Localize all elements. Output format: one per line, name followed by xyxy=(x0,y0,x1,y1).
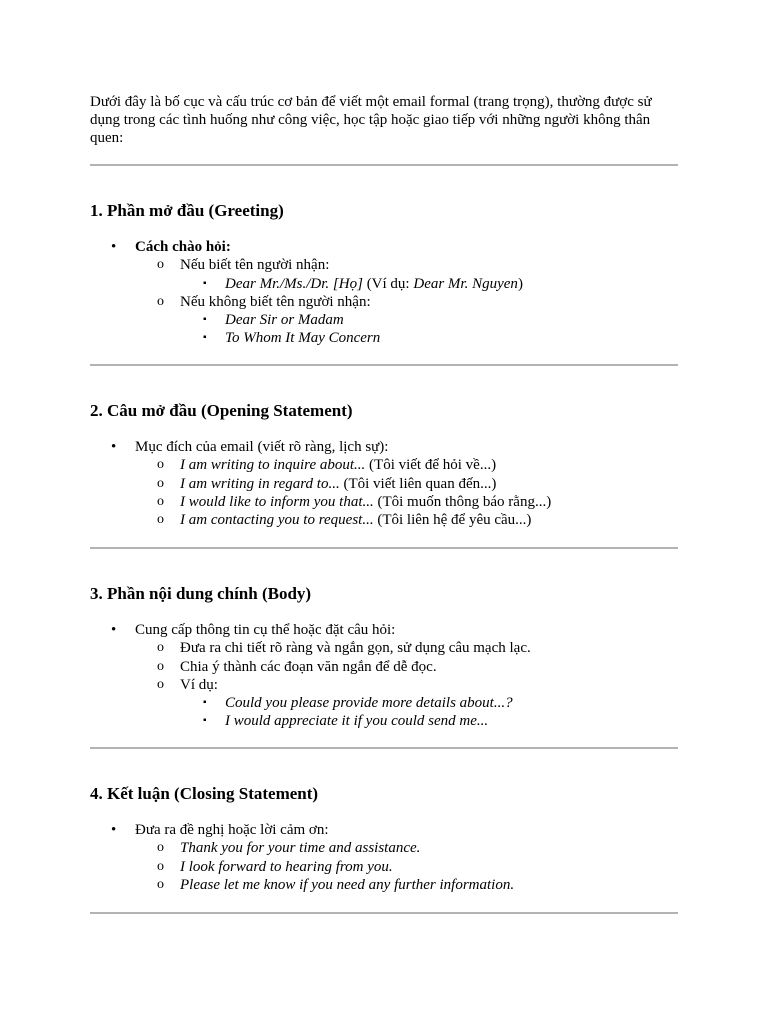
list-item xyxy=(90,821,678,839)
phrase-en: I am writing in regard to... xyxy=(180,475,340,492)
list-item xyxy=(90,438,678,456)
example-text: Dear Sir or Madam xyxy=(225,312,344,329)
section-heading-greeting: 1. Phần mở đầu (Greeting) xyxy=(90,201,284,220)
bullet-marker: • xyxy=(111,239,117,255)
circle-marker: o xyxy=(157,676,164,692)
list-item xyxy=(90,493,678,511)
example-text: Dear Mr./Ms./Dr. [Họ] xyxy=(225,275,363,292)
example-note-end: ) xyxy=(517,275,523,292)
example-text: Please let me know if you need any further information. xyxy=(180,876,515,893)
list-item-text: Chia ý thành các đoạn văn ngắn để dễ đọc. xyxy=(180,658,437,675)
square-marker: ▪ xyxy=(203,332,207,344)
phrase-vi: (Tôi viết để hỏi về...) xyxy=(365,457,497,474)
circle-marker: o xyxy=(157,840,164,856)
example-name: Dear Mr. Nguyen xyxy=(413,275,518,292)
example-text: Thank you for your time and assistance. xyxy=(180,840,421,857)
phrase-vi: (Tôi muốn thông báo rằng...) xyxy=(373,493,552,510)
phrase-en: I would like to inform you that... xyxy=(180,493,374,510)
list-item xyxy=(90,456,678,474)
circle-marker: o xyxy=(157,858,164,874)
example-text: I would appreciate it if you could send me... xyxy=(225,713,489,730)
greeting-list xyxy=(90,238,678,348)
horizontal-rule xyxy=(90,747,678,749)
circle-marker: o xyxy=(157,876,164,892)
list-item xyxy=(90,293,678,311)
list-item xyxy=(90,839,678,857)
list-item xyxy=(90,621,678,639)
horizontal-rule xyxy=(90,164,678,166)
list-item xyxy=(90,694,678,712)
horizontal-rule xyxy=(90,364,678,366)
circle-marker: o xyxy=(157,293,164,309)
circle-marker: o xyxy=(157,475,164,491)
circle-marker: o xyxy=(157,512,164,528)
square-marker: ▪ xyxy=(203,715,207,727)
list-item xyxy=(90,311,678,329)
circle-marker: o xyxy=(157,658,164,674)
list-item-label: Mục đích của email (viết rõ ràng, lịch sự): xyxy=(135,439,389,455)
list-item xyxy=(90,238,678,256)
list-item-text: Nếu biết tên người nhận: xyxy=(180,257,330,274)
phrase-vi: (Tôi viết liên quan đến...) xyxy=(339,475,497,492)
list-item xyxy=(90,676,678,694)
list-item xyxy=(90,876,678,894)
list-item-label: Cung cấp thông tin cụ thể hoặc đặt câu hỏi: xyxy=(135,622,396,638)
list-item xyxy=(90,275,678,293)
opening-list xyxy=(90,438,678,529)
closing-list xyxy=(90,821,678,894)
bullet-marker: • xyxy=(111,822,117,838)
horizontal-rule xyxy=(90,547,678,549)
list-item xyxy=(90,658,678,676)
phrase-en: I am writing to inquire about... xyxy=(180,457,366,474)
bullet-marker: • xyxy=(111,439,117,455)
phrase-en: I am contacting you to request... xyxy=(180,512,374,529)
example-note: (Ví dụ: xyxy=(362,275,414,292)
square-marker: ▪ xyxy=(203,314,207,326)
circle-marker: o xyxy=(157,640,164,656)
example-text: To Whom It May Concern xyxy=(225,330,381,347)
list-item xyxy=(90,329,678,347)
circle-marker: o xyxy=(157,493,164,509)
list-item xyxy=(90,639,678,657)
list-item-text: Ví dụ: xyxy=(180,676,218,693)
list-item xyxy=(90,712,678,730)
list-item-label: Đưa ra đề nghị hoặc lời cảm ơn: xyxy=(135,822,329,838)
section-heading-body: 3. Phần nội dung chính (Body) xyxy=(90,584,312,603)
section-heading-closing: 4. Kết luận (Closing Statement) xyxy=(90,784,319,803)
example-text: I look forward to hearing from you. xyxy=(180,858,393,875)
list-item-label: Cách chào hỏi: xyxy=(135,239,231,255)
list-item xyxy=(90,475,678,493)
square-marker: ▪ xyxy=(203,277,207,289)
horizontal-rule xyxy=(90,912,678,914)
list-item-text: Đưa ra chi tiết rõ ràng và ngắn gọn, sử dụng câu mạch lạc. xyxy=(180,640,531,657)
intro-paragraph: Dưới đây là bố cục và cấu trúc cơ bản để viết một email formal (trang trọng), thường được sử dụng trong các tình huống như công việc, học tập hoặc giao tiếp với những người không thân quen: xyxy=(90,94,652,146)
body-list xyxy=(90,621,678,731)
circle-marker: o xyxy=(157,457,164,473)
circle-marker: o xyxy=(157,257,164,273)
list-item xyxy=(90,511,678,529)
square-marker: ▪ xyxy=(203,697,207,709)
phrase-vi: (Tôi liên hệ để yêu cầu...) xyxy=(373,512,532,529)
example-text: Could you please provide more details about...? xyxy=(225,695,513,712)
section-heading-opening: 2. Câu mở đầu (Opening Statement) xyxy=(90,401,353,420)
bullet-marker: • xyxy=(111,622,117,638)
list-item xyxy=(90,256,678,274)
list-item xyxy=(90,858,678,876)
list-item-text: Nếu không biết tên người nhận: xyxy=(180,293,371,310)
